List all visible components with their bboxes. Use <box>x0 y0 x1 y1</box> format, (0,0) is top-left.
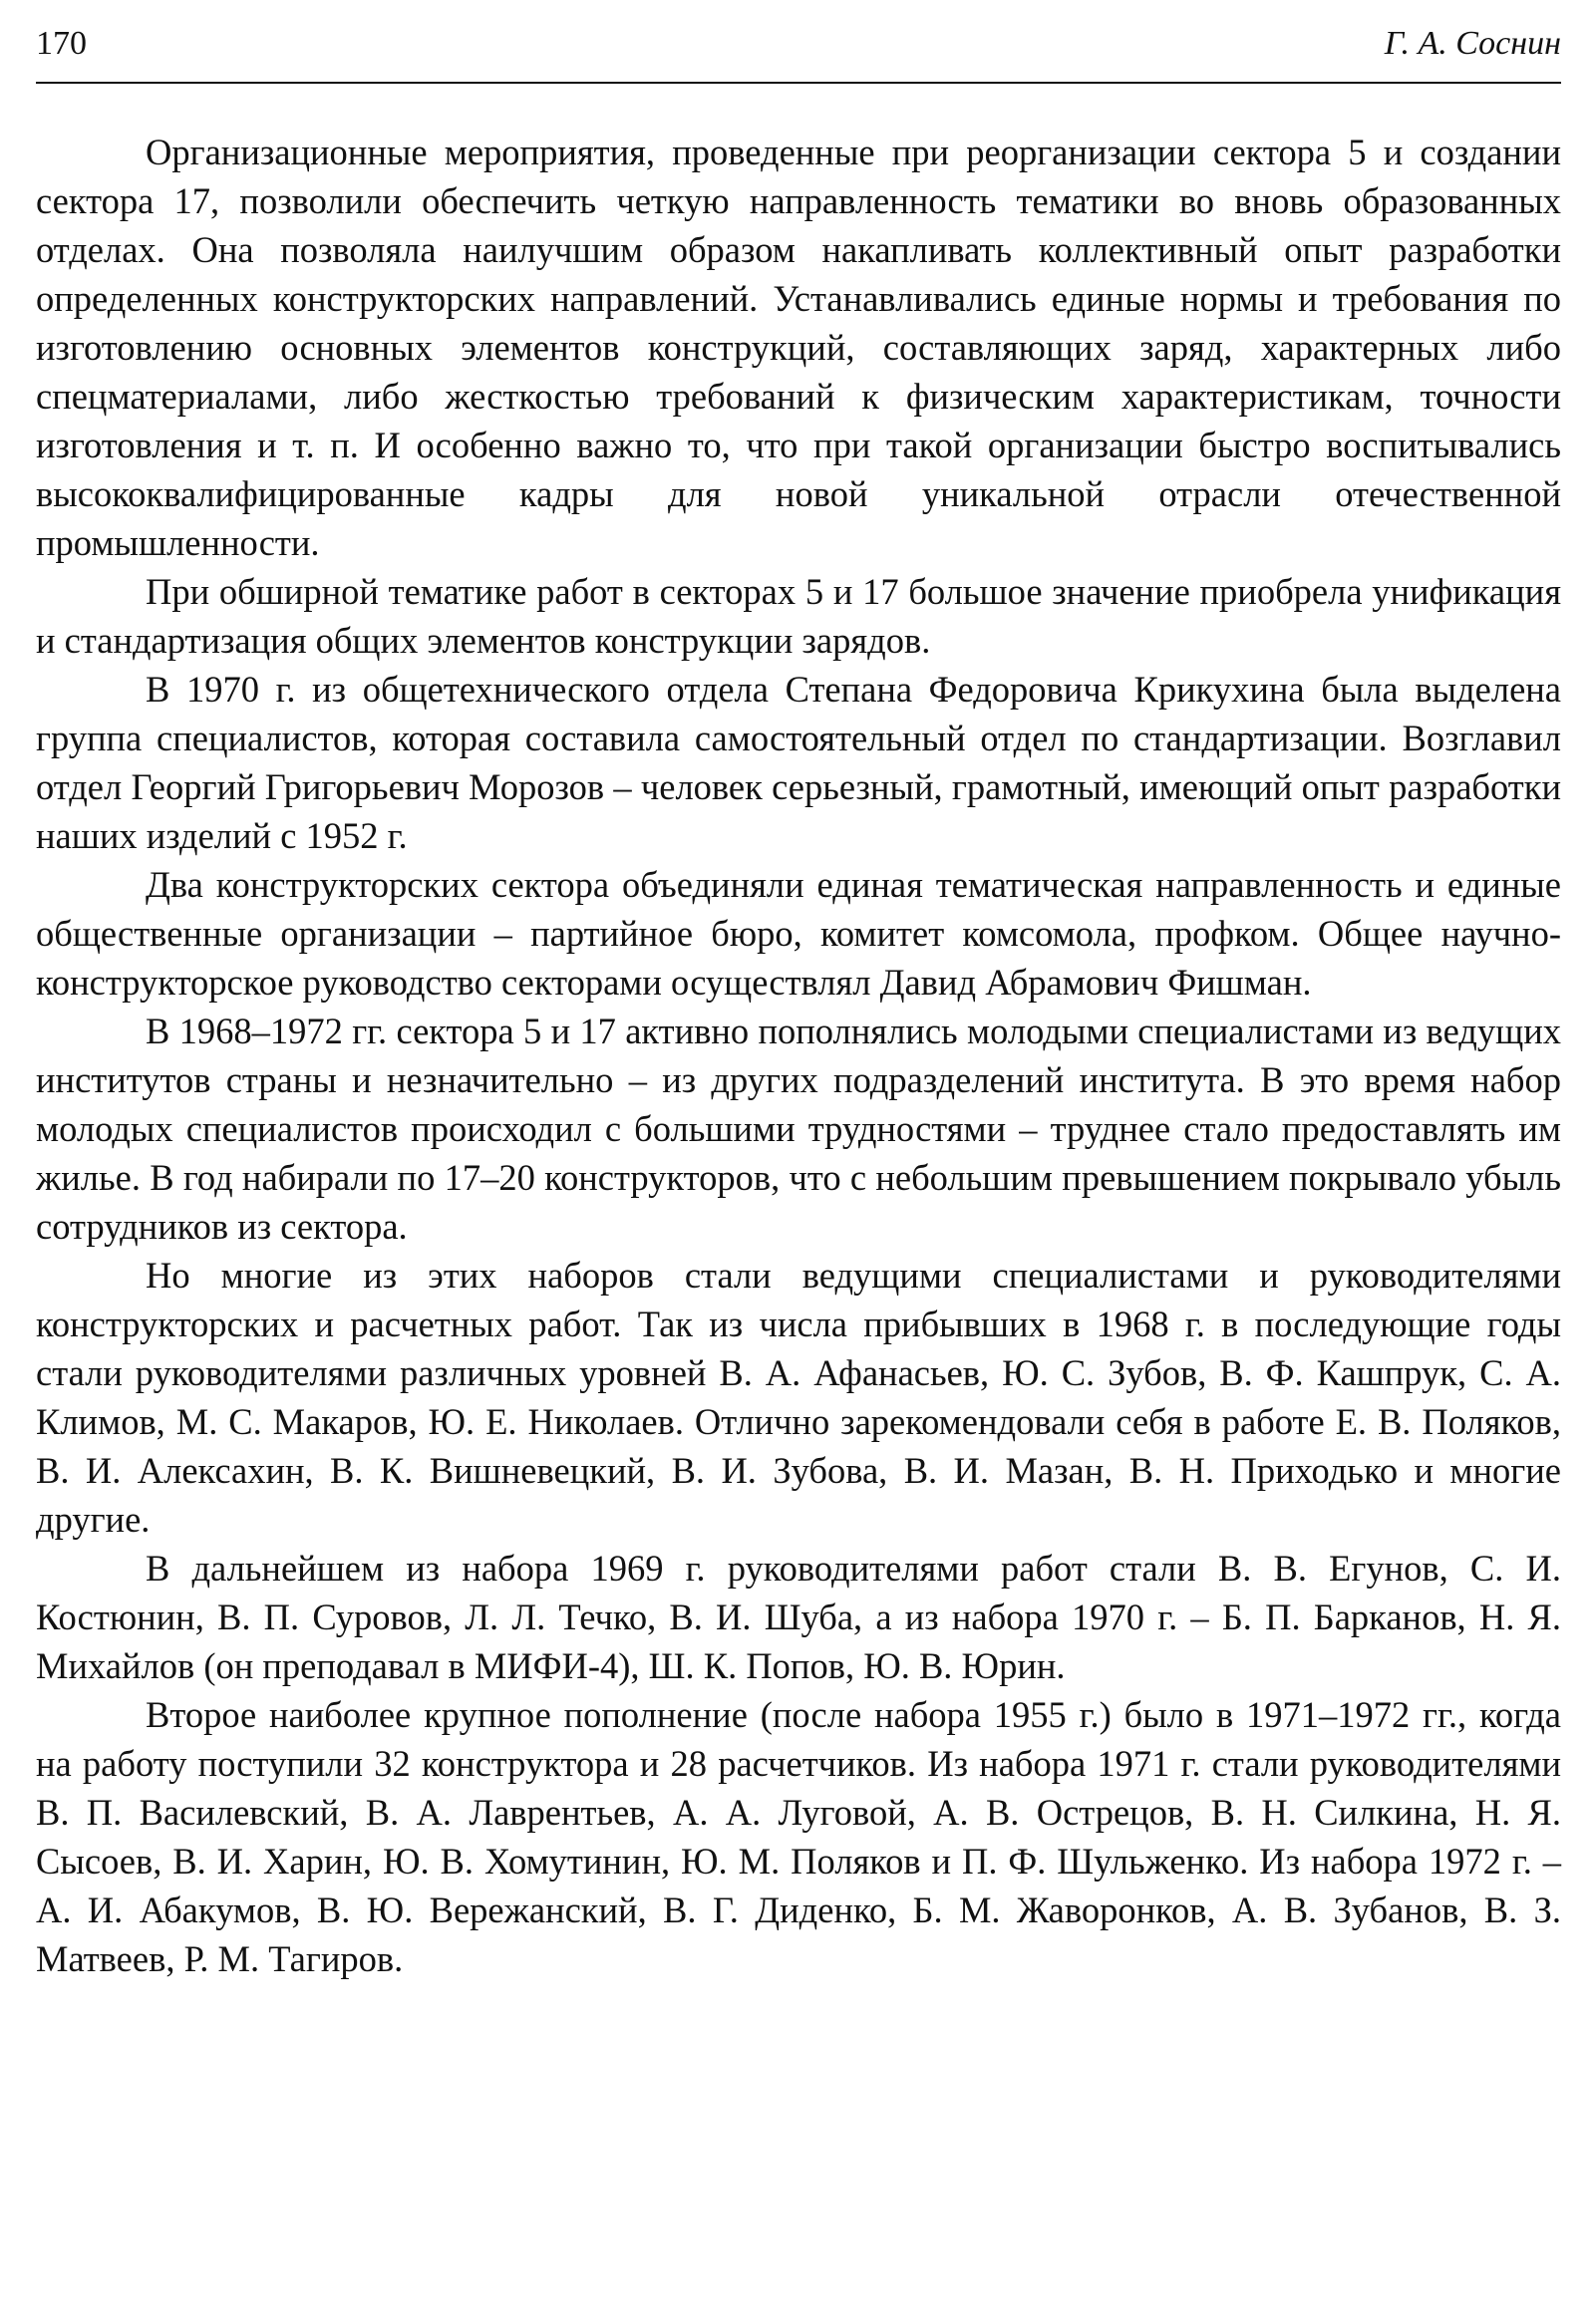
paragraph: В дальнейшем из набора 1969 г. руководителями работ стали В. В. Егунов, С. И. Костюнин, В. П. Суровов, Л. Л. Течко, В. И. Шуба, а из набора 1970 г. – Б. П. Барканов, Н. Я. Михайлов (он преподавал в МИФИ-4), Ш. К. Попов, Ю. В. Юрин. <box>36 1548 1561 1686</box>
paragraph: Организационные мероприятия, проведенные при реорганизации сектора 5 и создании сектора 17, позволили обеспечить четкую направленность тематики во вновь образованных отделах. Она позволяла наилучшим образом накапливать коллективный опыт разработки определенных конструкторских направлений. Устанавливались единые нормы и требования по изготовлению основных элементов конструкций, составляющих заряд, характерных либо спецматериалами, либо жесткостью требований к физическим характеристикам, точности изготовления и т. п. И особенно важно то, что при такой организации быстро воспитывались высококвалифицированные кадры для новой уникальной отрасли отечественной промышленности. <box>36 132 1561 563</box>
running-head-author: Г. А. Соснин <box>1384 25 1561 62</box>
running-head <box>36 22 1561 66</box>
book-page <box>36 0 1561 2324</box>
header-rule <box>36 82 1561 84</box>
body-text <box>36 128 1561 1983</box>
paragraph: Два конструкторских сектора объединяли единая тематическая направленность и единые общественные организации – партийное бюро, комитет комсомола, профком. Общее научно-конструкторское руководство секторами осуществлял Давид Абрамович Фишман. <box>36 864 1561 1003</box>
paragraph: В 1968–1972 гг. сектора 5 и 17 активно пополнялись молодыми специалистами из ведущих институтов страны и незначительно – из других подразделений института. В это время набор молодых специалистов происходил с большими трудностями – труднее стало предоставлять им жилье. В год набирали по 17–20 конструкторов, что с небольшим превышением покрывало убыль сотрудников из сектора. <box>36 1011 1561 1247</box>
paragraph: В 1970 г. из общетехнического отдела Степана Федоровича Крикухина была выделена группа специалистов, которая составила самостоятельный отдел по стандартизации. Возглавил отдел Георгий Григорьевич Морозов – человек серьезный, грамотный, имеющий опыт разработки наших изделий с 1952 г. <box>36 669 1561 856</box>
paragraph: При обширной тематике работ в секторах 5 и 17 большое значение приобрела унификация и стандартизация общих элементов конструкции зарядов. <box>36 571 1561 661</box>
page-number: 170 <box>36 25 87 62</box>
paragraph: Второе наиболее крупное пополнение (после набора 1955 г.) было в 1971–1972 гг., когда на работу поступили 32 конструктора и 28 расчетчиков. Из набора 1971 г. стали руководителями В. П. Василевский, В. А. Лаврентьев, А. А. Луговой, А. В. Острецов, В. Н. Силкина, Н. Я. Сысоев, В. И. Харин, Ю. В. Хомутинин, Ю. М. Поляков и П. Ф. Шульженко. Из набора 1972 г. – А. И. Абакумов, В. Ю. Вережанский, В. Г. Диденко, Б. М. Жаворонков, А. В. Зубанов, В. З. Матвеев, Р. М. Тагиров. <box>36 1694 1561 1979</box>
paragraph: Но многие из этих наборов стали ведущими специалистами и руководителями конструкторских и расчетных работ. Так из числа прибывших в 1968 г. в последующие годы стали руководителями различных уровней В. А. Афанасьев, Ю. С. Зубов, В. Ф. Кашпрук, С. А. Климов, М. С. Макаров, Ю. Е. Николаев. Отлично зарекомендовали себя в работе Е. В. Поляков, В. И. Алексахин, В. К. Вишневецкий, В. И. Зубова, В. И. Мазан, В. Н. Приходько и многие другие. <box>36 1255 1561 1540</box>
